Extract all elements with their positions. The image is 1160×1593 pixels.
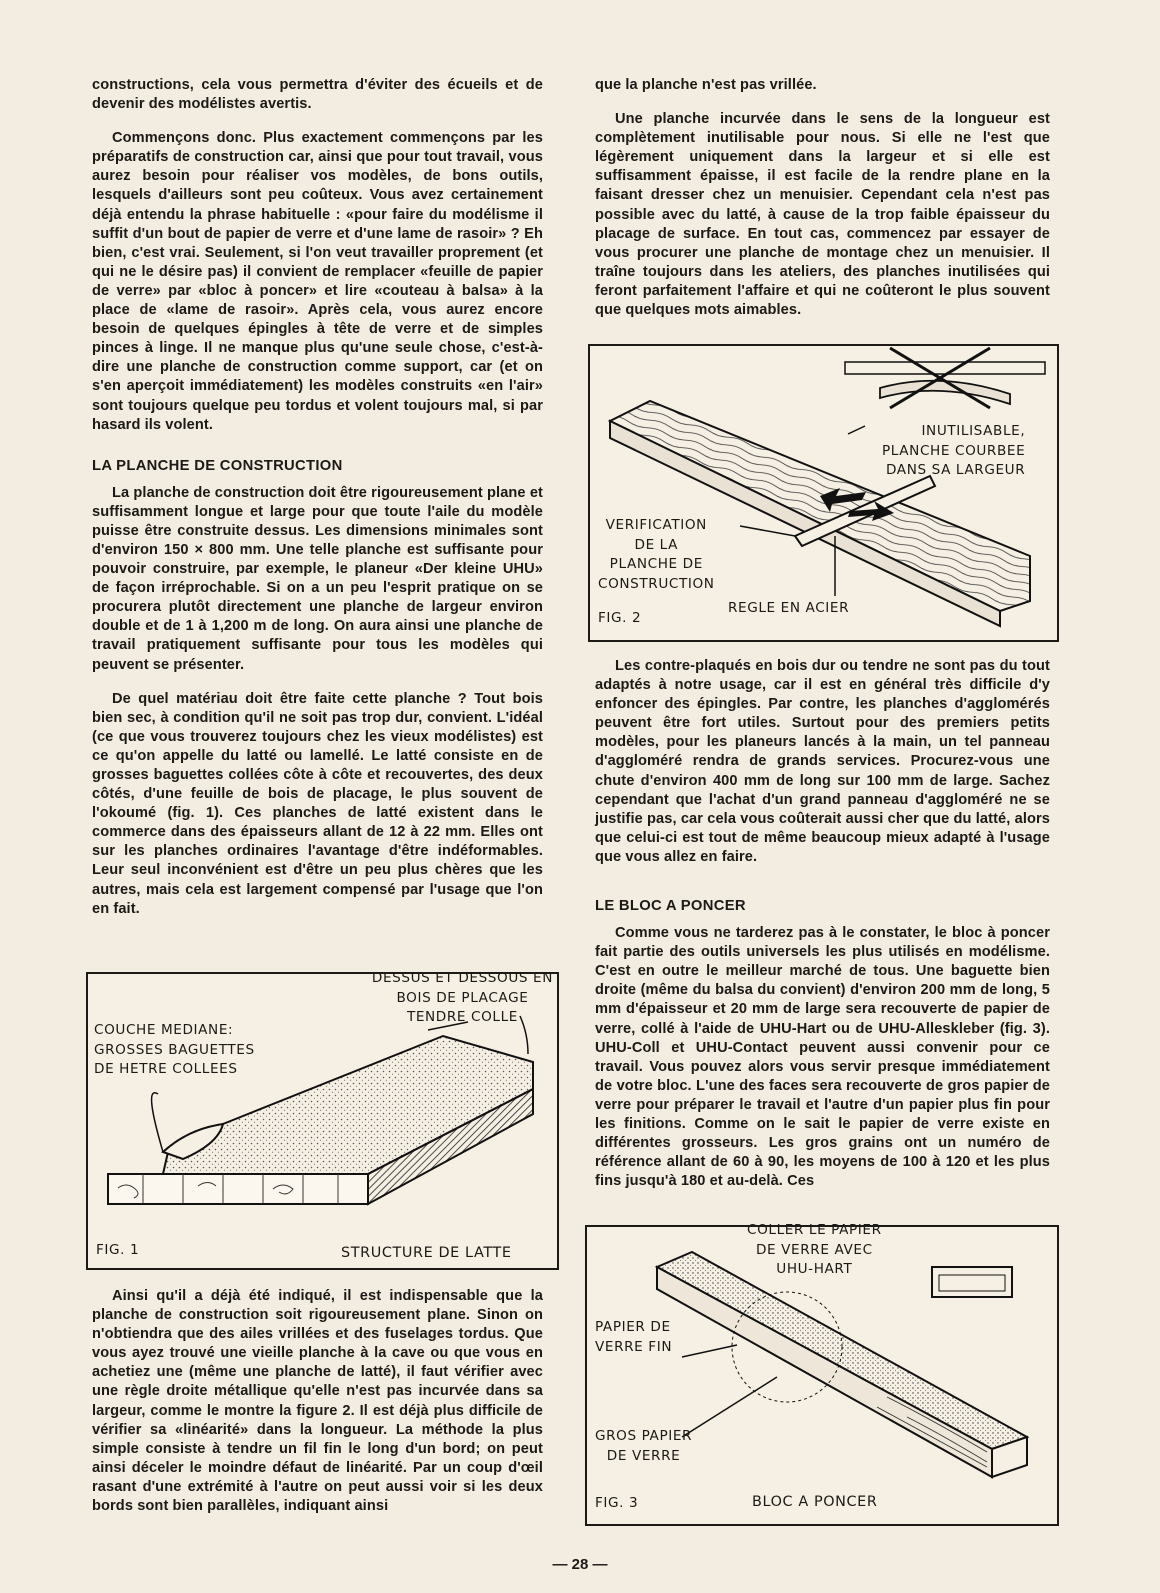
- figure-1-top-label: DESSUS ET DESSOUS EN BOIS DE PLACAGE TENDRE COLLE: [371, 970, 553, 1025]
- left-column-continued: [92, 1287, 543, 1516]
- paragraph: Commençons donc. Plus exactement commençons par les préparatifs de construction car, ainsi que pour tout travail, vous aurez besoin pour réaliser vos modèles, de bons outils, lesquels d'ailleurs sont peu coûteux. Vous avez certainement déjà entendu la phrase habituelle : «pour faire du modélisme il suffit d'un bout de papier de verre et d'une lame de rasoir» ? Eh bien, c'est vrai. Seulement, si l'on veut travailler proprement (et qui ne le désire pas) il convient de remplacer «feuille de papier de verre» par «bloc à poncer» et lire «couteau à balsa» à la place de «lame de rasoir». Après cela, vous aurez encore besoin de quelques épingles à tête de verre et de simples pinces à linge. Il ne manque plus qu'une seule chose, c'est-à-dire une planche de construction comme support, car (et on s'en aperçoit immédiatement) les modèles construits «en l'air» sont toujours quelque peu tordus et volent toujours mal, si par hasard ils volent.: [92, 130, 543, 433]
- paragraph: La planche de construction doit être rigoureusement plane et suffisamment longue et large pour que toute l'aile du modèle puisse être construite dessus. Les dimensions minimales sont d'environ 150 × 800 mm. Une telle planche est suffisante pour pouvoir construire, par exemple, le planeur «Der kleine UHU» de façon irréprochable. Si on a un peu l'esprit pratique on se procurera plutôt directement une planche de largeur environ double et de 1 à 1,200 m de long. On aura ainsi une planche de travail pratiquement suffisante pour tous les modèles qui peuvent se présenter.: [92, 484, 543, 673]
- figure-3-number: FIG. 3: [595, 1495, 639, 1511]
- paragraph: Les contre-plaqués en bois dur ou tendre ne sont pas du tout adaptés à notre usage, car il est en général très difficile d'y enfoncer des épingles. Par contre, les planches d'agglomérés peuvent être fort utiles. Surtout pour des premiers petits modèles, pour les planeurs lancés à la main, un tel panneau d'aggloméré rendra de grands services. Procurez-vous une chute d'environ 400 mm de long sur 100 mm de large. Sachez cependant que l'achat d'un grand panneau d'aggloméré ne se justifie pas, car cela vous coûterait aussi cher que du latté, alors que celui-ci est tout de même beaucoup mieux adapté à l'usage que vous allez en faire.: [595, 658, 1050, 865]
- paragraph: Une planche incurvée dans le sens de la longueur est complètement inutilisable pour nous. Si elle ne l'est que légèrement uniquement dans la largeur et si elle est suffisamment épaisse, il est facile de la rendre plane en la faisant dresser chez un menuisier. Cependant cela n'est pas possible avec du latté, à cause de la trop faible épaisseur du placage de surface. En tout cas, commencez par essayer de vous procurer une planche de montage chez un menuisier. Il traîne toujours dans les ateliers, des planches inutilisées qui feront parfaitement l'affaire et qui ne coûteront le plus souvent que quelques mots aimables.: [595, 111, 1050, 319]
- figure-1-number: FIG. 1: [96, 1242, 140, 1258]
- paragraph: constructions, cela vous permettra d'éviter des écueils et de devenir des modélistes avertis.: [92, 77, 543, 113]
- figure-3-coarse-label: GROS PAPIER DE VERRE: [595, 1428, 693, 1464]
- figure-3-caption: BLOC A PONCER: [752, 1494, 878, 1510]
- section-heading: LE BLOC A PONCER: [595, 898, 746, 915]
- board-check-illustration: [590, 346, 1057, 640]
- right-column-continued: [595, 657, 1050, 1191]
- figure-1: [86, 972, 559, 1270]
- figure-2-left-label: VERIFICATION DE LA PLANCHE DE CONSTRUCTION: [598, 517, 715, 592]
- section-heading: LA PLANCHE DE CONSTRUCTION: [92, 457, 343, 474]
- figure-3: [585, 1222, 1059, 1526]
- figure-2-number: FIG. 2: [598, 610, 642, 626]
- left-column: [92, 76, 543, 919]
- paragraph: Ainsi qu'il a déjà été indiqué, il est indispensable que la planche de construction soit rigoureusement plane. Sinon on n'obtiendra que des ailes vrillées et des fuselages tordus. Que vous ayez trouvé une vieille planche à la cave ou que vous en achetiez une (même une planche de latté), il faut vérifier avec une règle droite métallique qu'elle n'est pas incurvée dans sa largeur, comme le montre la figure 2. Il est déjà plus difficile de vérifier sa «linéarité» dans la longueur. La méthode la plus simple consiste à tendre un fil fin le long d'un bord; on peut ainsi déceler le moindre défaut de linéarité. Par un coup d'œil rasant d'une extrémité à l'autre on peut aussi voir si les deux bords sont bien parallèles, indiquant ainsi: [92, 1288, 543, 1515]
- figure-1-left-label: COUCHE MEDIANE: GROSSES BAGUETTES DE HETRE COLLEES: [94, 1022, 255, 1077]
- figure-2-right-label: INUTILISABLE, PLANCHE COURBEE DANS SA LARGEUR: [882, 423, 1026, 478]
- figure-3-top-label: COLLER LE PAPIER DE VERRE AVEC UHU-HART: [747, 1222, 882, 1277]
- paragraph: De quel matériau doit être faite cette planche ? Tout bois bien sec, à condition qu'il ne soit pas trop dur, convient. L'idéal (ce que vous trouverez toujours chez les vieux modélistes) est ce qu'on appelle du latté ou lamellé. Le latté consiste en de grosses baguettes collées côte à côte et recouvertes, des deux côtés, d'une feuille de bois de placage, le plus souvent de l'okoumé (fig. 1). Ces planches de latté existent dans le commerce dans des épaisseurs allant de 12 à 22 mm. Elles ont sur les planches ordinaires l'avantage d'être indéformables. Leur seul inconvénient est d'être un peu plus chères que les autres, mais cela est largement compensé par l'usage que l'on en fait.: [92, 690, 543, 917]
- figure-2: [588, 344, 1059, 642]
- figure-2-ruler-label: REGLE EN ACIER: [728, 600, 850, 616]
- page-number: — 28 —: [552, 1556, 608, 1573]
- figure-1-caption: STRUCTURE DE LATTE: [341, 1245, 512, 1261]
- right-column: [595, 76, 1050, 320]
- paragraph: que la planche n'est pas vrillée.: [595, 77, 817, 93]
- figure-3-fine-label: PAPIER DE VERRE FIN: [595, 1319, 673, 1355]
- paragraph: Comme vous ne tarderez pas à le constater, le bloc à poncer fait partie des outils universels les plus utilisés en modélisme. C'est en outre le meilleur marché de tous. Une baguette bien droite (même du balsa du convient) d'environ 200 mm de long, 5 mm d'épaisseur et 20 mm de large sera recouverte de papier de verre, collé à l'aide de UHU-Hart ou de UHU-Alleskleber (fig. 3). UHU-Coll et UHU-Contact peuvent aussi convenir pour ce travail. Vous pouvez alors vous servir presque immédiatement de votre bloc. L'une des faces sera recouverte de gros papier de verre pour préparer le travail et l'autre d'un papier plus fin pour les finitions. Comme on le sait le papier de verre existe en différentes grosseurs. Les gros grains ont un numéro de référence allant de 60 à 90, les moyens de 100 à 120 et les plus fins jusqu'à 180 et au-delà. Ces: [595, 925, 1050, 1190]
